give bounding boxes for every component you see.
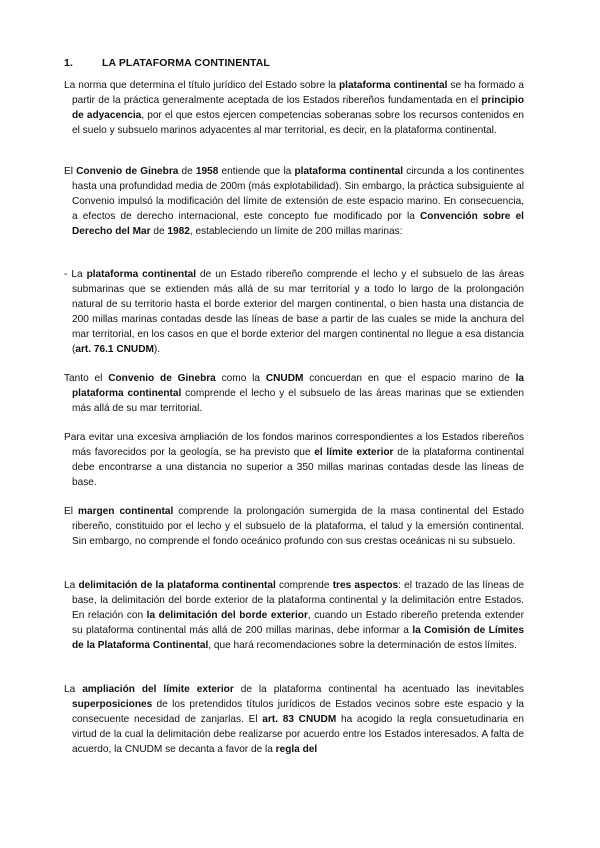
paragraph-delimitacion (64, 578, 524, 653)
text-run: concuerdan en que el espacio marino de (303, 373, 516, 384)
section-title: LA PLATAFORMA CONTINENTAL (102, 57, 270, 69)
bold-term: el límite exterior (314, 447, 394, 459)
text-run: La (64, 580, 79, 591)
bold-term: la Comisión de Límites de la Plataforma Continental (72, 625, 525, 652)
bold-term: margen continental (77, 506, 174, 517)
text-run: de (150, 226, 168, 238)
bold-term: CNUDM (265, 373, 304, 384)
paragraph-limite-exterior (64, 430, 524, 490)
text-run: comprende la prolongación sumergida de la masa continental del Estado ribereño, constituido por el lecho y el subsuelo de la plataforma, el talud y la emersión continental. Sin embargo, no comprende el fondo oceánico profundo con sus crestas oceánicas ni su subsuelo. (72, 506, 525, 548)
text-run: La (64, 684, 83, 695)
text-run: de la plataforma continental ha acentuado las inevitables (233, 684, 524, 695)
bold-term: la delimitación del borde exterior (146, 610, 308, 622)
bold-term: plataforma continental (338, 80, 448, 91)
text-run: , que hará recomendaciones sobre la determinación de estos límites. (208, 640, 517, 652)
text-run: de la plataforma continental debe encontrarse a una distancia no superior a 350 millas marinas contadas desde las líneas de base. (72, 447, 524, 489)
text-run: Para evitar una excesiva ampliación de los fondos marinos correspondientes a los Estados ribereños más favorecidos por la geología, se ha previsto que (64, 432, 524, 459)
bold-term: regla del (275, 744, 318, 756)
bold-term: art. 83 CNUDM (262, 714, 337, 726)
text-run: - La (64, 269, 87, 280)
bold-term: plataforma continental (294, 166, 404, 177)
text-run: : el trazado de las líneas de base, la delimitación del borde exterior de la plataforma continental y la delimitación entre Estados. En relación con (72, 580, 524, 622)
section-heading (64, 57, 270, 69)
bold-term: delimitación de la plataforma continental (78, 580, 276, 591)
section-number: 1. (64, 57, 73, 69)
text-run: de (178, 166, 196, 177)
bold-term: ampliación del límite exterior (82, 684, 234, 695)
paragraph-ampliacion (64, 682, 524, 757)
bold-term: Convenio de Ginebra (76, 166, 179, 177)
text-run: se ha formado a partir de la práctica generalmente aceptada de los Estados ribereños fundamentada en el (72, 80, 524, 107)
bold-term: 1982 (167, 226, 190, 238)
text-run: entiende que la (218, 166, 295, 177)
text-run: , por el que estos ejercen competencias soberanas sobre los recursos contenidos en el suelo y subsuelo marinos adyacentes al mar territorial, es decir, en la plataforma continental. (72, 110, 525, 137)
text-run: circunda a los continentes hasta una profundidad media de 200m (más explotabilidad). Sin embargo, la práctica subsiguiente al Convenio impulsó la modificación del límite de extensión de este espacio marino. En consecuencia, a efectos de derecho internacional, este concepto fue modificado por la (72, 166, 525, 223)
text-run: comprende el lecho y el subsuelo de las áreas marinas que se extienden más allá de su mar territorial. (72, 388, 524, 415)
text-run: , cuando un Estado ribereño pretenda extender su plataforma continental más allá de 200 millas marinas, debe informar a (72, 610, 525, 637)
text-run: La norma que determina el título jurídico del Estado sobre la (64, 80, 339, 91)
text-run: ). (153, 344, 161, 356)
text-run: comprende (275, 580, 333, 591)
bold-term: principio de adyacencia (72, 95, 524, 122)
text-run: El (64, 166, 77, 177)
bold-term: 1958 (195, 166, 219, 177)
bold-term: la plataforma continental (72, 373, 525, 400)
text-run: , estableciendo un límite de 200 millas marinas: (189, 226, 403, 238)
bold-term: superposiciones (72, 699, 153, 711)
bold-term: tres aspectos (332, 580, 399, 591)
paragraph-concordancia (64, 371, 524, 416)
text-run: Tanto el (64, 373, 109, 384)
text-run: de un Estado ribereño comprende el lecho y el subsuelo de las áreas submarinas que se extienden más allá de su mar territorial y a todo lo largo de la prolongación natural de su territorio hasta el borde exterior del margen continental, o bien hasta una distancia de 200 millas marinas contadas desde las líneas de base a partir de las cuales se mide la anchura del mar territorial, en los casos en que el borde exterior del margen continental no llegue a esa distancia ( (72, 269, 524, 356)
paragraph-margen-continental (64, 504, 524, 549)
text-run: de los pretendidos títulos jurídicos de Estados vecinos sobre este espacio y la consecuente necesidad de zanjarlas. El (72, 699, 524, 726)
text-run: como la (215, 373, 266, 384)
bold-term: plataforma continental (86, 269, 197, 280)
paragraph-adyacencia (64, 78, 524, 138)
text-run: ha acogido la regla consuetudinaria en virtud de la cual la delimitación debe realizarse por acuerdo entre los Estados interesados. A falta de acuerdo, la CNUDM se decanta a favor de la (72, 714, 524, 756)
paragraph-definicion-plataforma (64, 267, 524, 358)
text-run: El (64, 506, 78, 517)
bold-term: art. 76.1 CNUDM (75, 344, 154, 356)
bold-term: Convenio de Ginebra (108, 373, 216, 384)
paragraph-convenio-ginebra (64, 164, 524, 239)
bold-term: Convención sobre el Derecho del Mar (72, 211, 524, 238)
